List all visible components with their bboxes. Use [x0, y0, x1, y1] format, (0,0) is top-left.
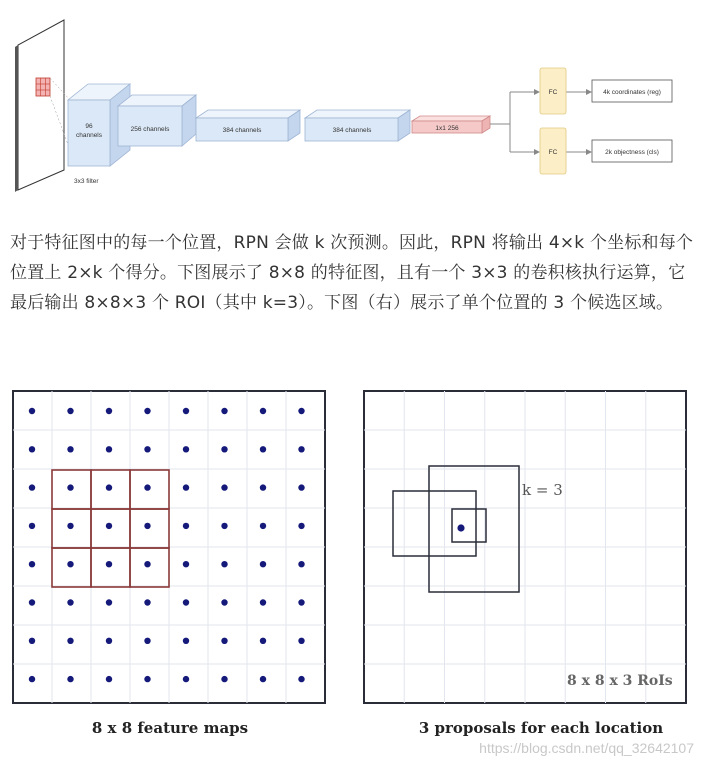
- feature-dot: [144, 676, 150, 682]
- output-reg: [592, 80, 672, 102]
- feature-dot: [260, 599, 266, 605]
- feature-dot: [67, 599, 73, 605]
- k-label: k = 3: [522, 481, 563, 499]
- watermark: https://blog.csdn.net/qq_32642107: [479, 740, 694, 756]
- feature-dot: [260, 446, 266, 452]
- feature-dot: [67, 676, 73, 682]
- feature-dot: [260, 638, 266, 644]
- feature-dot: [106, 446, 112, 452]
- feature-dot: [67, 638, 73, 644]
- feature-dot: [260, 408, 266, 414]
- proposal-figure: [364, 391, 686, 703]
- feature-dot: [29, 408, 35, 414]
- feature-dot: [183, 408, 189, 414]
- feature-dot: [298, 446, 304, 452]
- feature-dot: [221, 408, 227, 414]
- feature-dot: [221, 676, 227, 682]
- rpn-architecture-diagram: [0, 0, 702, 205]
- feature-dot: [183, 523, 189, 529]
- feature-dot: [29, 523, 35, 529]
- feature-dot: [221, 638, 227, 644]
- feature-dot: [260, 484, 266, 490]
- svg-text:channels: channels: [75, 132, 103, 139]
- svg-text:FC: FC: [548, 149, 558, 156]
- feature-dot: [144, 484, 150, 490]
- block-384-channels-2: [305, 110, 410, 141]
- feature-dot: [183, 446, 189, 452]
- input-image: [15, 20, 70, 192]
- svg-text:FC: FC: [548, 89, 558, 96]
- feature-dot: [183, 561, 189, 567]
- feature-dot: [106, 484, 112, 490]
- svg-text:96: 96: [85, 123, 93, 130]
- feature-dot: [29, 561, 35, 567]
- filter-grid-icon: [36, 78, 50, 96]
- feature-dot: [183, 599, 189, 605]
- explanation-paragraph: 对于特征图中的每一个位置，RPN 会做 k 次预测。因此，RPN 将输出 4×k 个坐标和每个位置上 2×k 个得分。下图展示了 8×8 的特征图，且有一个 3×3 的卷积核执行运算，它最后输出 8×8×3 个 ROI（其中 k=3）。下图（右）展示了单个位置的 3 个候选区域。: [10, 233, 694, 313]
- svg-text:1x1 256: 1x1 256: [435, 125, 459, 132]
- feature-dot: [298, 638, 304, 644]
- feature-dot: [298, 599, 304, 605]
- feature-dot: [106, 561, 112, 567]
- feature-dot: [144, 446, 150, 452]
- feature-dot: [183, 638, 189, 644]
- feature-dot: [298, 561, 304, 567]
- feature-dot: [144, 638, 150, 644]
- feature-dot: [144, 523, 150, 529]
- feature-dot: [29, 599, 35, 605]
- feature-dot: [298, 408, 304, 414]
- feature-dot: [29, 638, 35, 644]
- feature-dot: [183, 676, 189, 682]
- feature-dot: [106, 408, 112, 414]
- block-384-channels-1: [196, 110, 300, 141]
- svg-text:384 channels: 384 channels: [222, 127, 262, 134]
- feature-dot: [29, 676, 35, 682]
- feature-dot: [29, 446, 35, 452]
- feature-dot: [67, 408, 73, 414]
- rois-label: 8 x 8 x 3 RoIs: [567, 673, 673, 689]
- fc-bottom: [540, 128, 566, 174]
- feature-dot: [67, 523, 73, 529]
- feature-dot: [183, 484, 189, 490]
- feature-map-figures: [0, 380, 702, 767]
- filter-label: 3x3 filter: [74, 178, 99, 185]
- feature-dot: [298, 523, 304, 529]
- feature-dot: [67, 484, 73, 490]
- svg-text:4k coordinates (reg): 4k coordinates (reg): [603, 89, 661, 96]
- svg-text:2k objectness (cls): 2k objectness (cls): [605, 149, 659, 156]
- svg-text:256 channels: 256 channels: [130, 126, 170, 133]
- feature-dot: [106, 599, 112, 605]
- output-cls: [592, 140, 672, 162]
- feature-dot: [29, 484, 35, 490]
- feature-dot: [221, 599, 227, 605]
- feature-dot: [144, 599, 150, 605]
- svg-text:384 channels: 384 channels: [332, 127, 372, 134]
- feature-dot: [106, 676, 112, 682]
- feature-dot: [260, 523, 266, 529]
- feature-dot: [144, 561, 150, 567]
- feature-dot: [106, 523, 112, 529]
- feature-dot: [144, 408, 150, 414]
- feature-dot: [67, 561, 73, 567]
- feature-dot: [298, 676, 304, 682]
- conv-1x1-256: [412, 116, 490, 133]
- right-caption: 3 proposals for each location: [418, 719, 664, 737]
- block-256-channels: [118, 95, 196, 146]
- branch-arrows: [490, 92, 586, 152]
- feature-dot: [221, 561, 227, 567]
- fc-top: [540, 68, 566, 114]
- feature-dot: [260, 561, 266, 567]
- location-dot: [457, 524, 464, 531]
- feature-dot: [298, 484, 304, 490]
- feature-dot: [67, 446, 73, 452]
- left-caption: 8 x 8 feature maps: [91, 719, 249, 737]
- feature-dot: [221, 484, 227, 490]
- feature-dot: [221, 523, 227, 529]
- feature-dot: [106, 638, 112, 644]
- feature-dot: [260, 676, 266, 682]
- feature-dot: [221, 446, 227, 452]
- feature-map-grid: [13, 391, 325, 703]
